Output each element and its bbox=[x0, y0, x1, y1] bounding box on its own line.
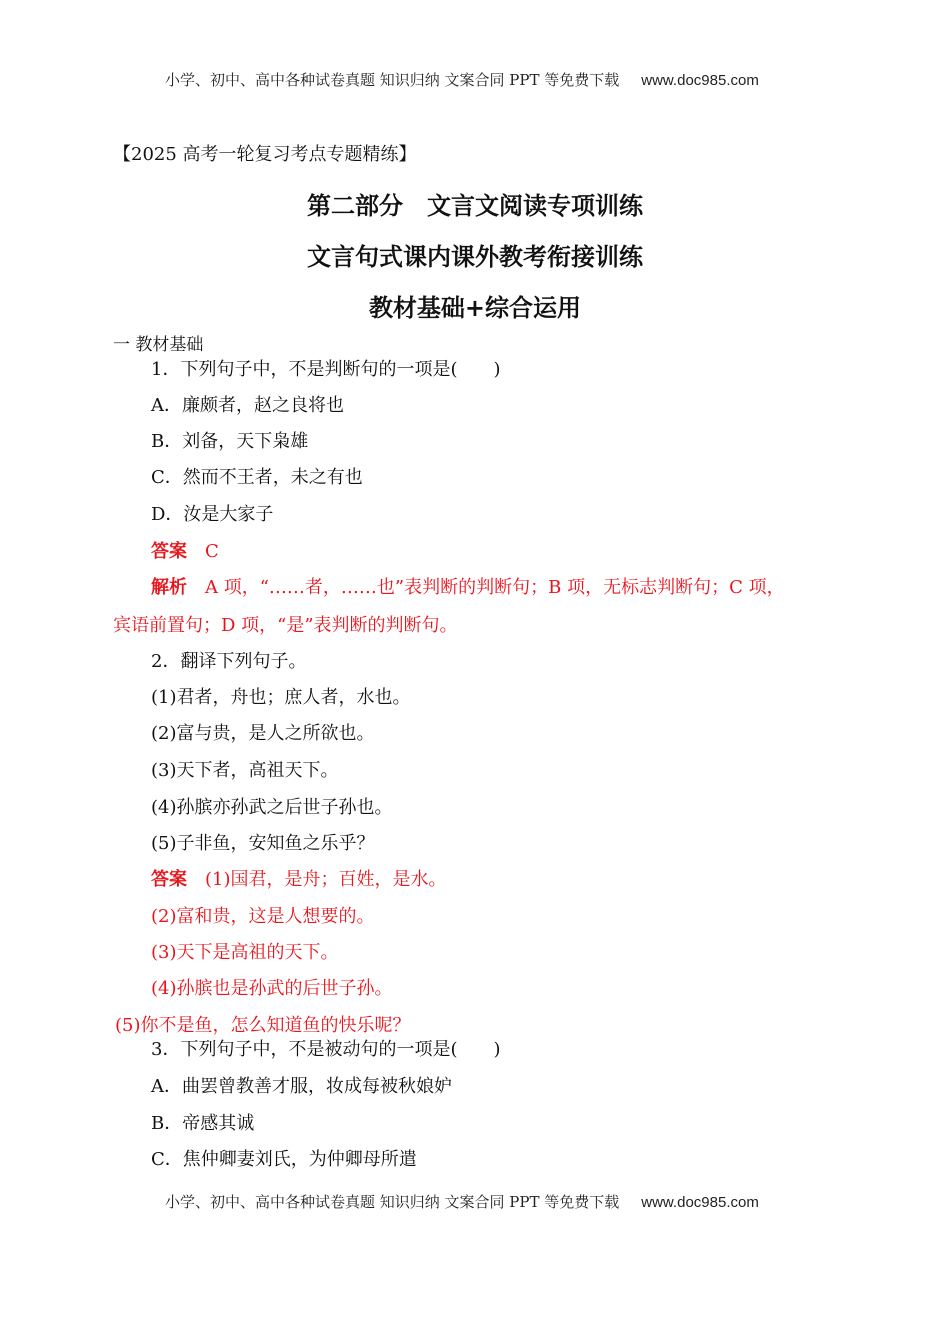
q1-option-a: A．廉颇者，赵之良将也 bbox=[151, 395, 344, 416]
q1-option-b: B．刘备，天下枭雄 bbox=[151, 431, 309, 452]
header-text: 小学、初中、高中各种试卷真题 知识归纳 文案合同 PPT 等免费下载 bbox=[165, 71, 620, 89]
footer-text: 小学、初中、高中各种试卷真题 知识归纳 文案合同 PPT 等免费下载 bbox=[165, 1193, 620, 1211]
q3-option-b: B．帝感其诚 bbox=[151, 1113, 255, 1134]
section-heading: 一 教材基础 bbox=[113, 335, 204, 355]
q3-option-a: A．曲罢曾教善才服，妆成每被秋娘妒 bbox=[151, 1076, 452, 1097]
q1-analysis-cont: 宾语前置句；D 项，“是”表判断的判断句。 bbox=[113, 615, 458, 636]
q2-stem: 2．翻译下列句子。 bbox=[151, 651, 307, 672]
q2-answer-1 bbox=[151, 868, 447, 892]
title-main: 文言句式课内课外教考衔接训练 bbox=[307, 243, 643, 271]
q2-answer-2: (2)富和贵，这是人想要的。 bbox=[151, 906, 375, 927]
q1-analysis bbox=[151, 576, 785, 600]
q2-item-2: (2)富与贵，是人之所欲也。 bbox=[151, 723, 375, 744]
q2-answer-5: (5)你不是鱼，怎么知道鱼的快乐呢？ bbox=[115, 1015, 411, 1036]
answer-label: 答案 bbox=[151, 541, 187, 562]
q2-answer-3: (3)天下是高祖的天下。 bbox=[151, 942, 339, 963]
footer-url: www.doc985.com bbox=[641, 1194, 759, 1211]
series-tag: 【2025 高考一轮复习考点专题精练】 bbox=[113, 144, 417, 165]
answer-value: C bbox=[205, 541, 219, 562]
q2-answer-4: (4)孙膑也是孙武的后世子孙。 bbox=[151, 978, 393, 999]
q1-answer bbox=[151, 540, 219, 564]
q1-stem: 1．下列句子中，不是判断句的一项是( ) bbox=[151, 359, 501, 380]
q2-item-4: (4)孙膑亦孙武之后世子孙也。 bbox=[151, 797, 393, 818]
q2-item-1: (1)君者，舟也；庶人者，水也。 bbox=[151, 687, 411, 708]
answer-text: (1)国君，是舟；百姓，是水。 bbox=[205, 869, 447, 890]
q3-option-c: C．焦仲卿妻刘氏，为仲卿母所遣 bbox=[151, 1149, 417, 1170]
q2-item-3: (3)天下者，高祖天下。 bbox=[151, 760, 339, 781]
header-url: www.doc985.com bbox=[641, 72, 759, 89]
q3-stem: 3．下列句子中，不是被动句的一项是( ) bbox=[151, 1039, 501, 1060]
title-sub: 教材基础+综合运用 bbox=[368, 294, 582, 322]
title-part: 第二部分 文言文阅读专项训练 bbox=[307, 192, 643, 220]
analysis-label: 解析 bbox=[151, 577, 187, 598]
q2-item-5: (5)子非鱼，安知鱼之乐乎？ bbox=[151, 833, 375, 854]
answer-label: 答案 bbox=[151, 869, 187, 890]
page-footer bbox=[165, 1190, 759, 1215]
page-header bbox=[165, 68, 759, 93]
q1-option-c: C．然而不王者，未之有也 bbox=[151, 467, 363, 488]
q1-option-d: D．汝是大家子 bbox=[151, 504, 274, 525]
analysis-text-1: A 项，“……者，……也”表判断的判断句；B 项，无标志判断句；C 项， bbox=[205, 577, 785, 598]
